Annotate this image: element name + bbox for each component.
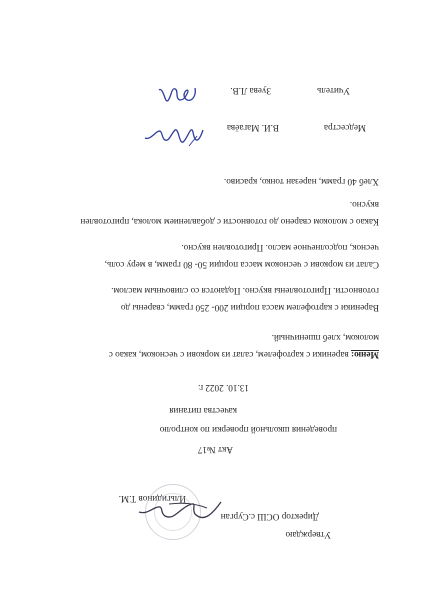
approval-heading: Утверждаю (285, 530, 331, 540)
nurse-signature (143, 120, 207, 150)
act-subtitle-2: качества питания (169, 406, 237, 416)
menu-line-7: Какао с молоком сварено до готовности с добавлением молока, приготовлен (80, 217, 379, 227)
director-line: Директор ОСШ с.Сурган (220, 512, 319, 522)
menu-line-6: чеснок, подсолнечное масло. Приготовлен вкусно. (181, 243, 379, 253)
director-signature (137, 494, 225, 526)
menu-line-5: Салат из моркови с чесноком масса порции 50- 80 грамм, в меру соль, (104, 260, 379, 270)
menu-line-3: Вареники с картофелем масса порции 200- 250 грамм, сварены до (120, 303, 379, 313)
act-date: 13.10. 2022 г. (198, 383, 249, 393)
menu-line-4: готовности. Приготовлены вкусно. Подаются со сливочным маслом. (111, 286, 379, 296)
menu-line-2: молоком, хлеб пшеничный. (271, 333, 379, 343)
teacher-signature (155, 80, 201, 108)
teacher-role: Учитель (317, 86, 350, 96)
nurse-name: В.И. Магаёва (226, 123, 279, 133)
menu-line-9: Хлеб 40 грамм, нарезан тонко, красиво. (224, 177, 379, 187)
menu-label: Меню: (350, 350, 379, 360)
menu-line-1: Меню: вареники с картофелем, салат из моркови с чесноком, какао с (108, 350, 379, 360)
director-name: Ильгидинов Т.М. (118, 494, 186, 504)
act-title: Акт №17 (197, 445, 233, 455)
teacher-name: Зуева Л.В. (230, 86, 271, 96)
act-subtitle-1: проведения школьной проверки по контролю (159, 425, 337, 435)
menu-line-8: вкусно. (349, 200, 379, 210)
nurse-role: Медсестра (323, 123, 366, 133)
